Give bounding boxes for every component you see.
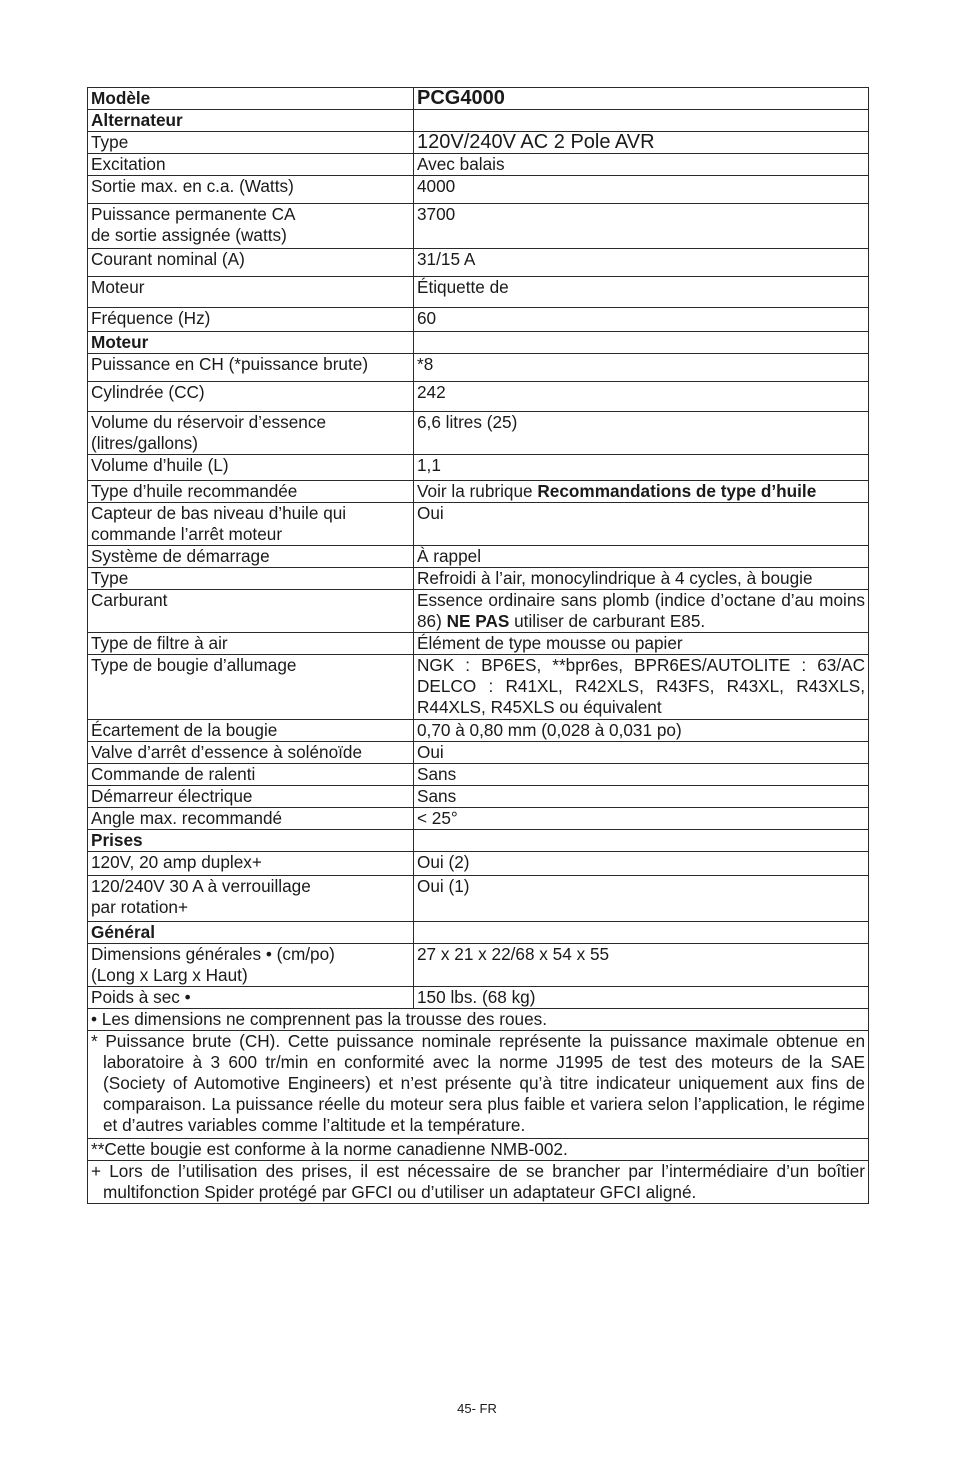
spec-label: Type [88,132,414,154]
spec-value: Oui [414,742,869,764]
spec-label: Modèle [88,88,414,110]
spec-label: Carburant [88,590,414,633]
note-text: * Puissance brute (CH). Cette puissance nominale représente la puissance maximale obtenue en laboratoire à 3 600 tr/min en conformité avec la norme J1995 de test des moteurs de la SAE (Society of Automotive Engineers) et n’est présente qu’à titre indicateur uniquement aux fins de comparaison. La puissance réelle du moteur sera plus faible et variera selon l’application, le régime et d’autres variables comme l’altitude et la température. [91,1031,865,1135]
note-row [88,1139,869,1161]
spec-value [414,110,869,132]
spec-row [88,503,869,546]
spec-row [88,590,869,633]
spec-row [88,568,869,590]
spec-label: Écartement de la bougie [88,720,414,742]
spec-row [88,987,869,1009]
spec-row [88,944,869,987]
spec-label: Système de démarrage [88,546,414,568]
spec-value [414,481,869,503]
spec-value: 120V/240V AC 2 Pole AVR [414,132,869,154]
note-text: • Les dimensions ne comprennent pas la trousse des roues. [91,1009,548,1029]
spec-row [88,852,869,876]
note-row [88,1009,869,1031]
page-number: 45- FR [457,1401,497,1416]
spec-value: 60 [414,308,869,332]
spec-label: Capteur de bas niveau d’huile qui commande l’arrêt moteur [88,503,414,546]
spec-value: Étiquette de [414,277,869,308]
spec-label: Puissance en CH (*puissance brute) [88,354,414,382]
spec-value: Élément de type mousse ou papier [414,633,869,655]
spec-row [88,412,869,455]
spec-row [88,655,869,720]
spec-value-emphasis: NE PAS [446,611,510,631]
spec-label: Commande de ralenti [88,764,414,786]
spec-value: < 25° [414,808,869,830]
spec-label: 120V, 20 amp duplex+ [88,852,414,876]
spec-row [88,830,869,852]
spec-row [88,110,869,132]
spec-value [414,590,869,633]
spec-label: Démarreur électrique [88,786,414,808]
spec-label: Moteur [88,332,414,354]
spec-label: Fréquence (Hz) [88,308,414,332]
spec-row [88,922,869,944]
note-text: + Lors de l’utilisation des prises, il est nécessaire de se brancher par l’intermédiaire d’un boîtier multifonction Spider protégé par GFCI ou d’utiliser un adaptateur GFCI aligné. [91,1161,865,1202]
spec-label: Courant nominal (A) [88,249,414,277]
spec-label: Excitation [88,154,414,176]
spec-value: Refroidi à l’air, monocylindrique à 4 cycles, à bougie [414,568,869,590]
spec-label: Moteur [88,277,414,308]
spec-label: Type de filtre à air [88,633,414,655]
spec-value: Sans [414,764,869,786]
spec-value: NGK : BP6ES, **bpr6es, BPR6ES/AUTOLITE : 63/AC DELCO : R41XL, R42XLS, R43FS, R43XL, R43XLS, R44XLS, R45XLS ou équivalent [414,655,869,720]
spec-value: 242 [414,382,869,412]
spec-row [88,720,869,742]
spec-row [88,88,869,110]
spec-value-text: utiliser de carburant E85. [509,611,706,631]
spec-row [88,546,869,568]
note-cell [88,1031,869,1139]
spec-row [88,354,869,382]
spec-label: Sortie max. en c.a. (Watts) [88,176,414,204]
spec-label: Volume du réservoir d’essence (litres/gallons) [88,412,414,455]
spec-row [88,455,869,481]
spec-label: Prises [88,830,414,852]
spec-row [88,332,869,354]
spec-value-text: Essence ordinaire sans plomb (indice d’octane d’au moins 86) [417,590,865,631]
spec-value: *8 [414,354,869,382]
spec-row [88,808,869,830]
spec-table [87,87,869,1204]
spec-row [88,481,869,503]
spec-label: Type de bougie d’allumage [88,655,414,720]
spec-value: Oui [414,503,869,546]
spec-label: Poids à sec • [88,987,414,1009]
spec-row [88,154,869,176]
spec-value: 27 x 21 x 22/68 x 54 x 55 [414,944,869,987]
spec-table-body [88,88,869,1204]
spec-row [88,204,869,249]
spec-label: Type [88,568,414,590]
spec-label: Dimensions générales • (cm/po) (Long x Larg x Haut) [88,944,414,987]
spec-row [88,633,869,655]
spec-label: Alternateur [88,110,414,132]
spec-row [88,249,869,277]
spec-label: Angle max. recommandé [88,808,414,830]
spec-value: 6,6 litres (25) [414,412,869,455]
spec-label: 120/240V 30 A à verrouillage par rotation+ [88,876,414,922]
spec-value-text: Voir la rubrique [417,481,538,501]
spec-row [88,742,869,764]
spec-row [88,876,869,922]
spec-row [88,277,869,308]
spec-label: Puissance permanente CA de sortie assignée (watts) [88,204,414,249]
spec-value [414,830,869,852]
spec-value: PCG4000 [414,88,869,110]
spec-label: Cylindrée (CC) [88,382,414,412]
note-cell [88,1009,869,1031]
spec-row [88,786,869,808]
spec-value: 31/15 A [414,249,869,277]
note-row [88,1161,869,1204]
spec-value: À rappel [414,546,869,568]
spec-value [414,332,869,354]
spec-label: Volume d’huile (L) [88,455,414,481]
note-cell [88,1139,869,1161]
spec-value: 0,70 à 0,80 mm (0,028 à 0,031 po) [414,720,869,742]
spec-value: Oui (2) [414,852,869,876]
spec-value: 1,1 [414,455,869,481]
spec-value: 4000 [414,176,869,204]
spec-value: 150 lbs. (68 kg) [414,987,869,1009]
spec-value: 3700 [414,204,869,249]
spec-value: Avec balais [414,154,869,176]
spec-value: Sans [414,786,869,808]
spec-label: Valve d’arrêt d’essence à solénoïde [88,742,414,764]
note-text: **Cette bougie est conforme à la norme canadienne NMB-002. [91,1139,568,1159]
spec-row [88,132,869,154]
spec-row [88,176,869,204]
spec-value [414,922,869,944]
spec-value-emphasis: Recommandations de type d’huile [537,481,817,501]
spec-row [88,764,869,786]
spec-label: Général [88,922,414,944]
spec-row [88,382,869,412]
note-row [88,1031,869,1139]
spec-value: Oui (1) [414,876,869,922]
spec-row [88,308,869,332]
spec-label: Type d’huile recommandée [88,481,414,503]
note-cell [88,1161,869,1204]
